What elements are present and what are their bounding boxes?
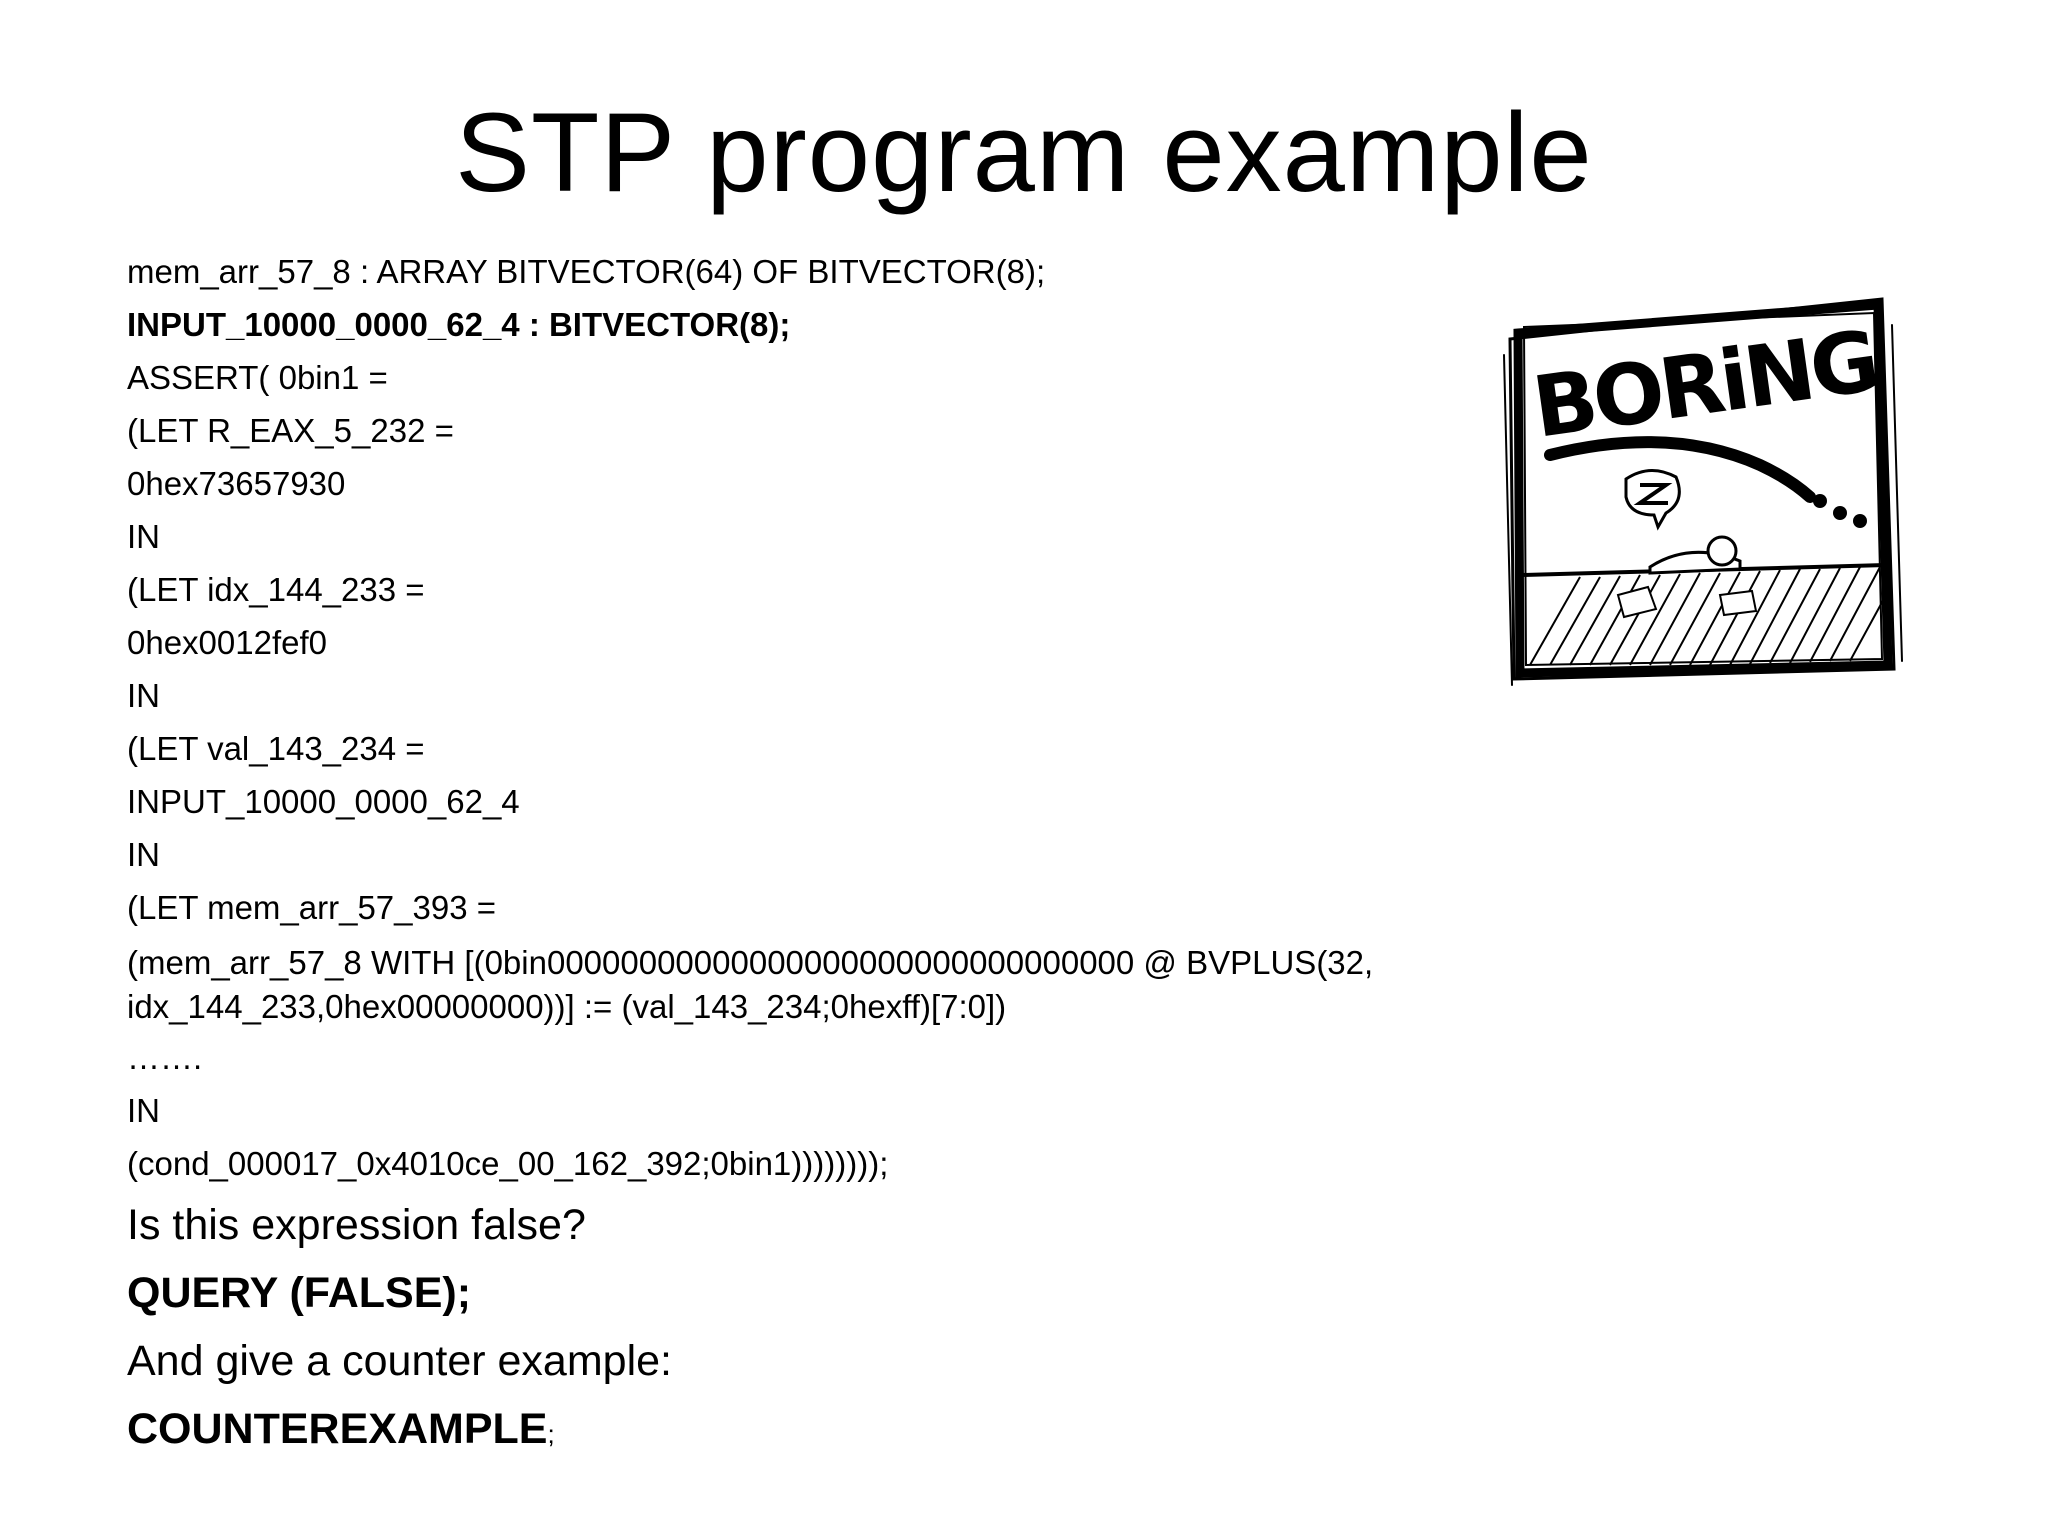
code-line-in: IN: [127, 677, 160, 714]
question-counterexample: And give a counter example:: [127, 1337, 672, 1385]
code-line-ellipsis: …….: [127, 1039, 203, 1076]
code-line-in: IN: [127, 1092, 160, 1129]
code-line-input-ref: INPUT_10000_0000_62_4: [127, 783, 520, 820]
code-line-let-eax: (LET R_EAX_5_232 =: [127, 412, 454, 449]
boring-cartoon-icon: [1490, 265, 1910, 705]
code-line-mem-with: (mem_arr_57_8 WITH [(0bin00000000000000000000000000000000 @ BVPLUS(32, idx_144_233,0hex00000000))] := (val_143_234;0hexff)[7:0]): [127, 944, 1374, 1025]
svg-text:BORiNG: BORiNG: [1527, 311, 1882, 457]
counterexample-keyword: COUNTEREXAMPLE: [127, 1405, 548, 1453]
code-line-let-val: (LET val_143_234 =: [127, 730, 425, 767]
code-line-let-idx: (LET idx_144_233 =: [127, 571, 425, 608]
code-line-in: IN: [127, 518, 160, 555]
counterexample-statement: [127, 1401, 1467, 1462]
code-line-in: IN: [127, 836, 160, 873]
counterexample-semicolon: ;: [547, 1419, 555, 1449]
code-line-hex-idx: 0hex0012fef0: [127, 624, 328, 661]
code-line-cond: (cond_000017_0x4010ce_00_162_392;0bin1))))))));: [127, 1145, 889, 1182]
code-line-assert: ASSERT( 0bin1 =: [127, 359, 388, 396]
query-statement: QUERY (FALSE);: [127, 1269, 472, 1317]
code-line-decl-input: INPUT_10000_0000_62_4 : BITVECTOR(8);: [127, 306, 791, 343]
question-false: Is this expression false?: [127, 1201, 586, 1249]
code-block: [127, 252, 1467, 1474]
code-line-hex-eax: 0hex73657930: [127, 465, 346, 502]
code-line-decl-array: mem_arr_57_8 : ARRAY BITVECTOR(64) OF BITVECTOR(8);: [127, 253, 1046, 290]
slide-title: STP program example: [455, 90, 1593, 215]
code-line-let-mem: (LET mem_arr_57_393 =: [127, 889, 497, 926]
